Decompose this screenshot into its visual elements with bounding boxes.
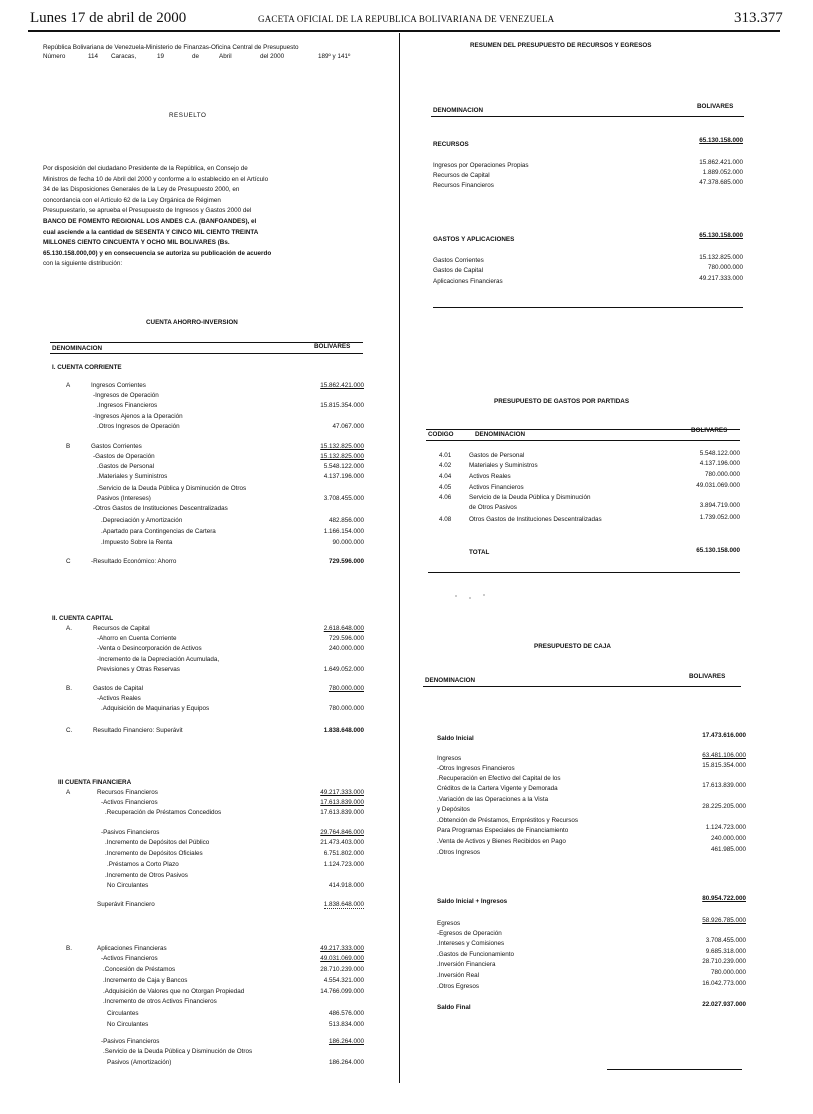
row-value: 47.067.000 <box>332 423 364 430</box>
row-label: Resultado Financiero: Superávit <box>93 727 183 734</box>
table-rule <box>428 572 740 573</box>
row-label: Materiales y Suministros <box>469 462 538 469</box>
table-rule <box>426 440 740 441</box>
row-label: Gastos de Capital <box>433 267 484 274</box>
paragraph-line: Por disposición del ciudadano Presidente de la República, en Consejo de <box>43 165 248 172</box>
caja-title: PRESUPUESTO DE CAJA <box>534 643 611 650</box>
row-value: 5.548.122.000 <box>323 463 364 470</box>
row-label: Pasivos (Intereses) <box>97 495 151 502</box>
row-value: 486.576.000 <box>328 1010 364 1017</box>
row-label: .Incremento de Depósitos del Público <box>105 839 210 846</box>
row-label: Gastos de Personal <box>469 452 525 459</box>
intro-numero: Número <box>43 53 66 60</box>
resuelto-heading: RESUELTO <box>169 112 207 119</box>
row-value: 1.124.723.000 <box>705 824 746 831</box>
intro-line: República Bolivariana de Venezuela-Ministerio de Finanzas-Oficina Central de Presupuesto <box>43 44 299 51</box>
row-label: .Depreciación y Amortización <box>101 517 183 524</box>
row-value: 16.042.773.000 <box>702 980 746 987</box>
table-rule <box>426 429 740 430</box>
row-value: 780.000.000 <box>707 264 743 271</box>
row-label: -Egresos de Operación <box>437 930 502 937</box>
intro-years: 189º y 141º <box>318 53 351 60</box>
intro-day: 19 <box>157 53 165 60</box>
row-value: 9.685.318.000 <box>705 948 746 955</box>
header-title: GACETA OFICIAL DE LA REPUBLICA BOLIVARIANA DE VENEZUELA <box>258 14 555 24</box>
paragraph-line: Presupuestario, se aprueba el Presupuesto de Ingresos y Gastos 2000 del <box>43 207 252 215</box>
row-label: III CUENTA FINANCIERA <box>58 779 132 786</box>
col-denominacion: DENOMINACION <box>433 107 484 114</box>
row-value: 14.766.099.000 <box>320 988 364 995</box>
row-label: Recursos de Capital <box>433 172 490 179</box>
paragraph-line: Ministros de fecha 10 de Abril del 2000 y conforme a lo establecido en el Artículo <box>43 175 269 183</box>
row-label: .Recuperación en Efectivo del Capital de los <box>437 775 561 782</box>
row-label: Recursos Financieros <box>97 789 158 796</box>
intro-caracas: Caracas, <box>111 53 137 60</box>
row-label: -Pasivos Financieros <box>101 829 160 836</box>
row-label: Servicio de la Deuda Pública y Disminución <box>469 494 591 501</box>
table-rule <box>50 353 363 354</box>
row-value: 780.000.000 <box>328 685 364 692</box>
row-label: -Activos Financieros <box>101 955 158 962</box>
row-code: 4.04 <box>439 473 452 480</box>
row-label: Ingresos <box>437 755 462 762</box>
row-label: -Activos Reales <box>97 695 141 702</box>
row-value: 2.618.648.000 <box>323 625 364 632</box>
row-label: .Materiales y Suministros <box>97 473 168 480</box>
row-label: Saldo Inicial <box>437 735 474 742</box>
row-code: 4.05 <box>439 484 452 491</box>
row-label: GASTOS Y APLICACIONES <box>433 236 515 243</box>
table-rule <box>423 686 741 687</box>
row-label: .Adquisición de Valores que no Otorgan Propiedad <box>103 988 245 995</box>
row-value: 780.000.000 <box>704 471 740 478</box>
row-label: Ingresos Corrientes <box>91 382 146 389</box>
row-value: 729.596.000 <box>328 558 364 565</box>
row-label: -Activos Financieros <box>101 799 158 806</box>
row-label: II. CUENTA CAPITAL <box>52 615 114 622</box>
row-value: 49.031.069.000 <box>696 482 740 489</box>
row-label: No Circulantes <box>107 882 149 889</box>
row-label: I. CUENTA CORRIENTE <box>52 364 122 371</box>
row-label: .Obtención de Préstamos, Empréstitos y Recursos <box>437 817 579 824</box>
row-label: -Resultado Económico: Ahorro <box>91 558 177 565</box>
row-value: 186.264.000 <box>328 1038 364 1045</box>
row-label: Activos Reales <box>469 473 511 480</box>
row-label: de Otros Pasivos <box>469 504 517 511</box>
row-label: .Ingresos Financieros <box>97 402 158 409</box>
row-label: .Otros Ingresos <box>437 849 481 856</box>
row-value: 461.985.000 <box>710 846 746 853</box>
row-label: Gastos de Capital <box>93 685 144 692</box>
row-value: 47.378.685.000 <box>699 179 743 186</box>
row-label: Previsiones y Otras Reservas <box>97 666 180 673</box>
row-label: Recursos de Capital <box>93 625 150 632</box>
smudge-mark <box>455 595 457 597</box>
row-value: 65.130.158.000 <box>699 232 743 239</box>
row-value: 729.596.000 <box>328 635 364 642</box>
row-index: A <box>66 382 71 389</box>
row-label: Circulantes <box>107 1010 139 1017</box>
row-label: Gastos Corrientes <box>433 257 484 264</box>
row-value: 28.225.205.000 <box>702 803 746 810</box>
row-label: Otros Gastos de Instituciones Descentralizadas <box>469 516 602 523</box>
row-value: 414.918.000 <box>328 882 364 889</box>
row-index: A. <box>66 625 72 632</box>
row-value: 58.926.785.000 <box>702 917 746 924</box>
row-code: 4.08 <box>439 516 452 523</box>
row-value: 15.815.354.000 <box>702 762 746 769</box>
row-label: .Impuesto Sobre la Renta <box>101 539 173 546</box>
row-label: .Gastos de Personal <box>97 463 155 470</box>
page-number: 313.377 <box>734 10 783 26</box>
row-value: 1.838.648.000 <box>323 901 364 908</box>
row-value: 15.132.825.000 <box>699 254 743 261</box>
row-label: .Otros Ingresos de Operación <box>97 423 180 430</box>
row-value: 3.708.455.000 <box>323 495 364 502</box>
row-label: Saldo Inicial + Ingresos <box>437 898 508 905</box>
row-value: 80.954.722.000 <box>702 895 746 902</box>
row-label: .Incremento de Depósitos Oficiales <box>105 850 203 857</box>
row-label: Aplicaciones Financieras <box>97 945 167 952</box>
header-date: Lunes 17 de abril de 2000 <box>30 10 187 26</box>
row-code: 4.01 <box>439 452 452 459</box>
table-rule <box>433 307 743 308</box>
row-label: .Inversión Real <box>437 972 479 979</box>
row-label: Gastos Corrientes <box>91 443 142 450</box>
row-label: Saldo Final <box>437 1004 471 1011</box>
row-label: y Depósitos <box>437 806 470 813</box>
row-label: .Incremento de Caja y Bancos <box>103 977 188 984</box>
row-label: .Venta de Activos y Bienes Recibidos en Pago <box>437 838 566 845</box>
col-codigo: CODIGO <box>428 431 454 438</box>
row-value: 482.856.000 <box>328 517 364 524</box>
row-label: -Ahorro en Cuenta Corriente <box>97 635 177 642</box>
row-value: 15.815.354.000 <box>320 402 364 409</box>
row-value: 1.889.052.000 <box>702 169 743 176</box>
row-label: .Adquisición de Maquinarias y Equipos <box>101 705 210 712</box>
row-label: .Préstamos a Corto Plazo <box>107 861 179 868</box>
total-value: 65.130.158.000 <box>696 547 740 554</box>
row-label: Superávit Financiero <box>97 901 155 908</box>
col-bolivares: BOLIVARES <box>697 103 734 110</box>
row-value: 15.132.825.000 <box>320 443 364 450</box>
paragraph-line: MILLONES CIENTO CINCUENTA Y OCHO MIL BOLIVARES (Bs. <box>43 239 230 247</box>
resumen-title: RESUMEN DEL PRESUPUESTO DE RECURSOS Y EGRESOS <box>470 42 652 49</box>
row-value: 15.132.825.000 <box>320 453 364 460</box>
row-value: 15.862.421.000 <box>699 159 743 166</box>
table-rule <box>431 116 744 117</box>
paragraph-line: con la siguiente distribución: <box>43 260 123 268</box>
row-value: 5.548.122.000 <box>699 450 740 457</box>
row-label: .Concesión de Préstamos <box>103 966 176 973</box>
row-value: 90.000.000 <box>332 539 364 546</box>
row-value: 17.613.839.000 <box>320 809 364 816</box>
cuenta-title: CUENTA AHORRO-INVERSION <box>146 319 238 326</box>
row-label: .Recuperación de Préstamos Concedidos <box>105 809 222 816</box>
partidas-title: PRESUPUESTO DE GASTOS POR PARTIDAS <box>494 398 630 405</box>
intro-de: de <box>192 53 200 60</box>
row-label: -Otros Gastos de Instituciones Descentralizadas <box>93 505 228 512</box>
row-index: C. <box>66 727 73 734</box>
col-denominacion: DENOMINACION <box>52 345 103 352</box>
row-value: 63.481.106.000 <box>702 752 746 759</box>
row-index: B <box>66 443 71 450</box>
paragraph-line: concordancia con el Artículo 62 de la Ley Orgánica de Régimen <box>43 196 221 204</box>
row-value: 1.838.648.000 <box>323 727 364 734</box>
row-value: 17.613.839.000 <box>320 799 364 806</box>
row-label: Aplicaciones Financieras <box>433 278 503 285</box>
row-label: Ingresos por Operaciones Propias <box>433 162 529 169</box>
smudge-mark <box>469 597 471 599</box>
row-code: 4.02 <box>439 462 452 469</box>
row-label: -Otros Ingresos Financieros <box>437 765 515 772</box>
row-value: 4.137.196.000 <box>323 473 364 480</box>
col-bolivares: BOLIVARES <box>691 427 728 434</box>
row-label: .Otros Egresos <box>437 983 479 990</box>
column-divider <box>399 33 400 1083</box>
row-label: .Incremento de otros Activos Financieros <box>103 998 217 1005</box>
intro-del: del 2000 <box>260 53 285 60</box>
row-value: 186.264.000 <box>328 1059 364 1066</box>
header-rule <box>28 30 780 32</box>
row-value: 21.473.403.000 <box>320 839 364 846</box>
row-label: .Apartado para Contingencias de Cartera <box>101 528 216 535</box>
row-value: 65.130.158.000 <box>699 137 743 144</box>
row-label: -Pasivos Financieros <box>101 1038 160 1045</box>
row-value: 4.137.196.000 <box>699 460 740 467</box>
row-value: 1.739.052.000 <box>699 514 740 521</box>
row-label: .Variación de las Operaciones a la Vista <box>437 796 549 803</box>
row-value: 1.649.052.000 <box>323 666 364 673</box>
row-label: No Circulantes <box>107 1021 149 1028</box>
row-value: 780.000.000 <box>328 705 364 712</box>
row-index: B. <box>66 945 72 952</box>
row-value: 29.764.846.000 <box>320 829 364 836</box>
total-label: TOTAL <box>469 549 490 556</box>
row-label: RECURSOS <box>433 141 469 148</box>
col-bolivares: BOLIVARES <box>314 343 351 350</box>
row-label: -Ingresos Ajenos a la Operación <box>93 413 183 420</box>
row-code: 4.06 <box>439 494 452 501</box>
row-label: -Gastos de Operación <box>93 453 155 460</box>
row-value: 49.217.333.000 <box>320 789 364 796</box>
row-value: 49.217.333.000 <box>699 275 743 282</box>
row-value: 49.217.333.000 <box>320 945 364 952</box>
row-value: 3.894.719.000 <box>699 502 740 509</box>
col-denominacion: DENOMINACION <box>475 431 526 438</box>
row-label: Egresos <box>437 920 461 927</box>
row-label: -Venta o Desincorporación de Activos <box>97 645 202 652</box>
paragraph-line: BANCO DE FOMENTO REGIONAL LOS ANDES C.A. (BANFOANDES), el <box>43 218 257 225</box>
row-value: 3.708.455.000 <box>705 937 746 944</box>
row-value: 22.027.937.000 <box>702 1001 746 1008</box>
row-value: 780.000.000 <box>710 969 746 976</box>
row-label: .Intereses y Comisiones <box>437 940 505 947</box>
intro-month: Abril <box>219 53 232 60</box>
row-label: -Ingresos de Operación <box>93 392 159 399</box>
row-value: 513.834.000 <box>328 1021 364 1028</box>
row-value: 17.473.616.000 <box>702 732 746 739</box>
row-value: 6.751.802.000 <box>323 850 364 857</box>
row-value: 15.862.421.000 <box>320 382 364 389</box>
row-label: .Servicio de la Deuda Pública y Disminución de Otros <box>97 485 247 492</box>
row-label: .Incremento de Otros Pasivos <box>105 872 188 879</box>
col-denominacion: DENOMINACION <box>425 677 476 684</box>
smudge-mark <box>483 594 485 596</box>
col-bolivares: BOLIVARES <box>689 673 726 680</box>
row-value: 1.124.723.000 <box>323 861 364 868</box>
row-label: Créditos de la Cartera Vigente y Demorada <box>437 785 558 792</box>
row-label: Pasivos (Amortización) <box>107 1059 172 1066</box>
row-value: 240.000.000 <box>328 645 364 652</box>
row-label: Activos Financieros <box>469 484 524 491</box>
row-value: 28.710.239.000 <box>702 958 746 965</box>
intro-num-val: 114 <box>88 53 99 60</box>
row-label: -Incremento de la Depreciación Acumulada, <box>97 656 220 663</box>
row-value: 1.166.154.000 <box>323 528 364 535</box>
row-value: 4.554.321.000 <box>323 977 364 984</box>
paragraph-line: 34 de las Disposiciones Generales de la Ley de Presupuesto 2000, en <box>43 186 240 194</box>
row-label: Para Programas Especiales de Financiamiento <box>437 827 569 834</box>
row-index: B. <box>66 685 72 692</box>
paragraph-line: 65.130.158.000,00) y en consecuencia se autoriza su publicación de acuerdo <box>43 249 272 257</box>
row-value: 17.613.839.000 <box>702 782 746 789</box>
row-label: .Gastos de Funcionamiento <box>437 951 515 958</box>
row-index: A <box>66 789 71 796</box>
row-value: 28.710.239.000 <box>320 966 364 973</box>
row-label: .Inversión Financiera <box>437 961 496 968</box>
row-label: Recursos Financieros <box>433 182 494 189</box>
row-value: 240.000.000 <box>710 835 746 842</box>
row-value: 49.031.069.000 <box>320 955 364 962</box>
paragraph-line: cual asciende a la cantidad de SESENTA Y CINCO MIL CIENTO TREINTA <box>43 228 259 236</box>
table-rule <box>607 1069 742 1070</box>
row-label: .Servicio de la Deuda Pública y Disminución de Otros <box>103 1048 253 1055</box>
row-index: C <box>66 558 71 565</box>
